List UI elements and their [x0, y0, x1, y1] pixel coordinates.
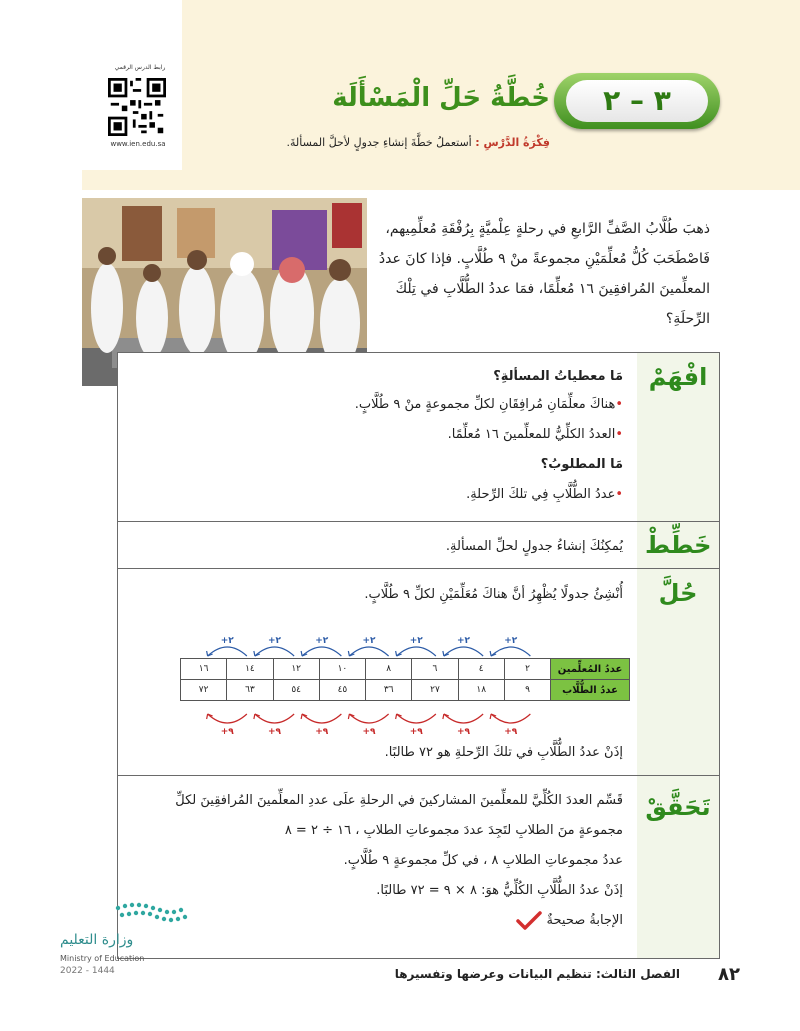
- lesson-idea: [280, 136, 550, 149]
- increment-label: +٩: [362, 727, 376, 736]
- increment-arrow: [302, 714, 341, 723]
- increment-label: +٢: [456, 636, 471, 646]
- table-cell: ٢٧: [412, 680, 458, 701]
- increment-arrow: [208, 647, 247, 656]
- increment-arrow: [255, 714, 294, 723]
- table-cell: ١٨: [458, 680, 504, 701]
- increment-arrow: [302, 647, 341, 656]
- table-cell: ٤: [458, 659, 504, 680]
- understand-bullet: •عددُ الطُّلَّابِ فِي تلكَ الرِّحلةِ.: [466, 487, 623, 502]
- lesson-idea-text: أستعملُ خطَّةَ إنشاءِ جدولٍ لأحلَّ المسألةَ.: [286, 136, 472, 149]
- understand-question-2: مَا المطلوبُ؟: [540, 457, 623, 472]
- plan-label: خَطِّطْ: [645, 531, 712, 559]
- qr-label: رابط الدرس الرقمي: [114, 64, 166, 71]
- ministry-logo-icon: [112, 900, 190, 928]
- table-cell: ٩: [504, 680, 550, 701]
- lesson-idea-label: فِكْرَةُ الدَّرْسِ :: [475, 136, 550, 149]
- increment-arrow: [444, 647, 483, 656]
- check-line-5: الإجابةُ صحيحةٌ: [123, 909, 623, 933]
- increment-label: +٩: [409, 727, 423, 736]
- table-cell: ٦٣: [227, 680, 273, 701]
- lesson-title: خُطَّةُ حَلِّ الْمَسْأَلَة: [332, 83, 550, 113]
- chapter-number: الفصل الثالث:: [596, 967, 680, 981]
- table-cell: ١٢: [273, 659, 319, 680]
- increment-arrow: [397, 714, 436, 723]
- check-line-4: إذَنْ عددُ الطُّلَّابِ الكُلِّيُّ هوَ: ٨ × ٩ = ٧٢ طالبًا.: [376, 883, 623, 898]
- increment-label: +٩: [315, 727, 329, 736]
- table-cell: ١٠: [319, 659, 365, 680]
- table-cell: ٦: [412, 659, 458, 680]
- chapter-title: تنظيم البيانات وعرضها وتفسيرها: [394, 967, 592, 981]
- increment-arrow: [208, 714, 247, 723]
- increment-label: +٢: [362, 636, 376, 646]
- increment-arrow: [491, 714, 530, 723]
- table-cell: ٣٦: [366, 680, 412, 701]
- table-row-header: عددُ المُعلِّمين: [551, 659, 630, 680]
- qr-code-icon[interactable]: [108, 78, 166, 136]
- check-label: تَحَقَّقْ: [645, 793, 711, 821]
- check-line-1: قَسِّم العددَ الكُلِّيَّ للمعلِّمينَ المشاركينَ في الرحلةِ علَى عددِ المعلِّمينَ المُرافقِينَ لكلِّ: [175, 793, 623, 808]
- table-cell: ٤٥: [319, 680, 365, 701]
- table-cell: ٨: [366, 659, 412, 680]
- page-number: ٨٢: [718, 964, 740, 985]
- qr-url: www.ien.edu.sa: [110, 140, 166, 148]
- increment-label: +٢: [267, 636, 282, 646]
- separator: [118, 521, 719, 522]
- understand-label: افْهَمْ: [648, 363, 708, 391]
- ministry-name-en: Ministry of Education: [60, 954, 145, 963]
- increment-arrow: [349, 714, 388, 723]
- increment-label: +٢: [504, 636, 518, 646]
- increment-arrow: [397, 647, 436, 656]
- increment-label: +٢: [315, 636, 329, 646]
- check-line-3: عددُ مجموعاتِ الطلابِ ٨ ، في كلِّ مجموعةٍ ٩ طُلَّابٍ.: [343, 853, 623, 868]
- table-cell: ٧٢: [181, 680, 227, 701]
- increment-arrow: [349, 647, 388, 656]
- separator: [118, 568, 719, 569]
- separator: [118, 775, 719, 776]
- plan-text: يُمكِنُكَ إنشاءُ جدولٍ لحلِّ المسألةِ.: [445, 539, 623, 554]
- ministry-name-ar: وزارة التعليم: [60, 932, 134, 948]
- edition-year: 2022 - 1444: [60, 966, 115, 976]
- increment-label: +٩: [220, 727, 234, 736]
- solve-intro: أُنْشِئُ جدولًا يُظْهِرُ أنَّ هناكَ مُعَلِّمَيْنِ لكلِّ ٩ طُلَّابٍ.: [364, 587, 623, 602]
- increment-label: +٩: [267, 727, 282, 736]
- table-cell: ٥٤: [273, 680, 319, 701]
- table-row-header: عددُ الطُّلَّاب: [551, 680, 630, 701]
- increment-label: +٢: [220, 636, 234, 646]
- solve-label: حُلَّ: [658, 579, 698, 607]
- understand-bullet: •العددُ الكلِّيُّ للمعلِّمينَ ١٦ مُعلِّمًا.: [447, 427, 623, 442]
- chapter-label: [380, 967, 680, 981]
- understand-question-1: مَا معطياتُ المسألةِ؟: [493, 369, 623, 384]
- table-cell: ١٤: [227, 659, 273, 680]
- increment-label: +٩: [504, 727, 518, 736]
- understand-bullet: •هناكَ معلِّمَانِ مُرافِقَانِ لكلِّ مجموعةٍ منْ ٩ طُلَّابٍ.: [354, 397, 623, 412]
- check-line-2: مجموعةٍ منَ الطلابِ لتَجِدَ عددَ مجموعاتِ الطلابِ ، ١٦ ÷ ٢ = ٨: [284, 823, 623, 838]
- increment-arrow: [255, 647, 294, 656]
- solve-conclusion: إذَنْ عددُ الطُّلَّابِ في تلكَ الرِّحلةِ هو ٧٢ طالبًا.: [384, 745, 623, 760]
- table-cell: ٢: [504, 659, 550, 680]
- increment-arrow: [444, 714, 483, 723]
- increment-label: +٩: [456, 727, 471, 736]
- lesson-number: ٣ – ٢: [603, 84, 671, 117]
- problem-statement: ذهبَ طُلَّابُ الصَّفِّ الرَّابعِ في رحلةٍ عِلْميَّةٍ بِرُفْقَةِ مُعلِّمِيهم، فَاصْطَحَبَ كُلُّ مُعلِّمَيْنِ مجموعةً منْ ٩ طُلَّابٍ. فإذا كانَ عددُ المعلِّمينَ المُرافقِينَ ١٦ مُعلِّمًا، فمَا عددُ الطُّلَّابِ في تِلْكَ الرِّحلَةِ؟: [378, 221, 710, 327]
- increment-arrow: [491, 647, 530, 656]
- checkmark-icon: [516, 911, 542, 931]
- table-cell: ١٦: [181, 659, 227, 680]
- increment-label: +٢: [409, 636, 423, 646]
- step-arrows: [180, 634, 630, 736]
